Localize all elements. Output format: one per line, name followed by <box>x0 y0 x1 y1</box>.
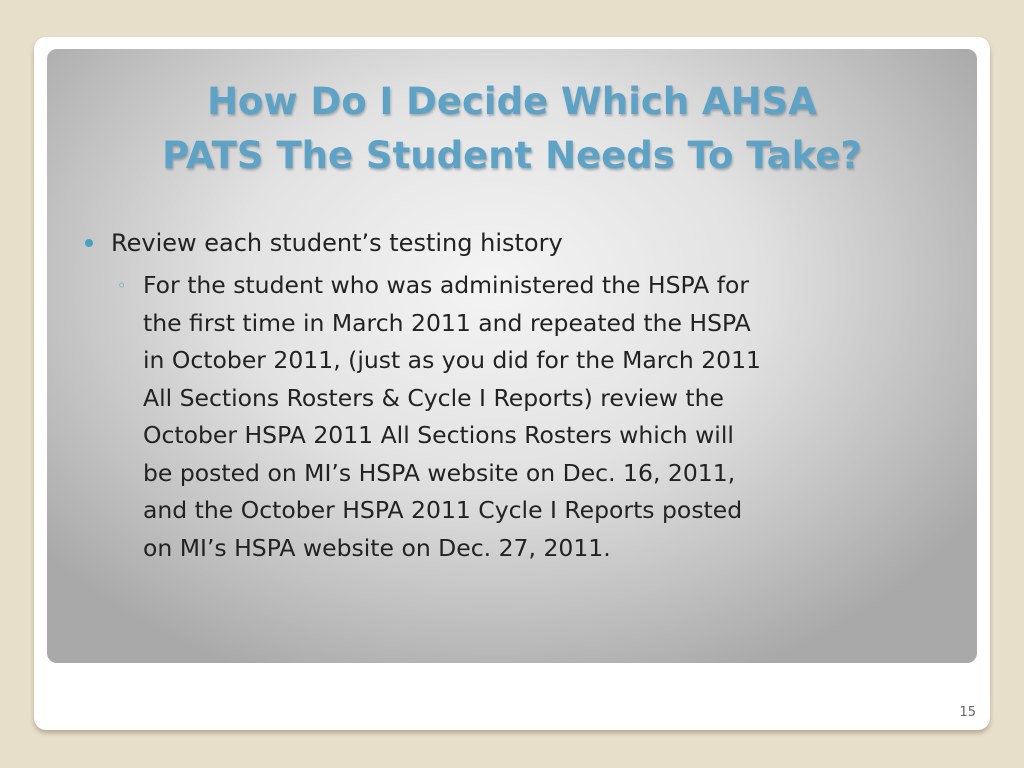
sub-bullet-line-8: on MI’s HSPA website on Dec. 27, 2011. <box>143 533 611 562</box>
sub-bullet-line-7: and the October HSPA 2011 Cycle I Reports posted <box>143 496 743 524</box>
slide-title-line-2: PATS The Student Needs To Take? <box>162 134 862 177</box>
sub-bullet-line-6: be posted on MI’s HSPA website on Dec. 16, 2011, <box>143 458 736 487</box>
sub-bullet-line-1: For the student who was administered the HSPA for <box>143 271 750 299</box>
slide-title <box>47 75 977 183</box>
slide-number: 15 <box>959 705 976 720</box>
ring-bullet-icon: ◦ <box>117 276 127 295</box>
slide-card <box>34 37 990 730</box>
slide-title-line-1: How Do I Decide Which AHSA <box>207 80 817 123</box>
sub-bullet-line-3: in October 2011, (just as you did for the March 2011 <box>143 346 761 374</box>
sub-bullet-text <box>143 267 977 567</box>
filled-dot-bullet-icon <box>85 239 93 247</box>
sub-bullet-line-5: October HSPA 2011 All Sections Rosters which will <box>143 421 734 449</box>
sub-bullet-line-4: All Sections Rosters & Cycle I Reports) review the <box>143 383 724 412</box>
sub-bullet-line-2: the first time in March 2011 and repeated the HSPA <box>143 308 751 337</box>
content-panel <box>47 49 977 663</box>
bullet-text: Review each student’s testing history <box>111 229 563 257</box>
